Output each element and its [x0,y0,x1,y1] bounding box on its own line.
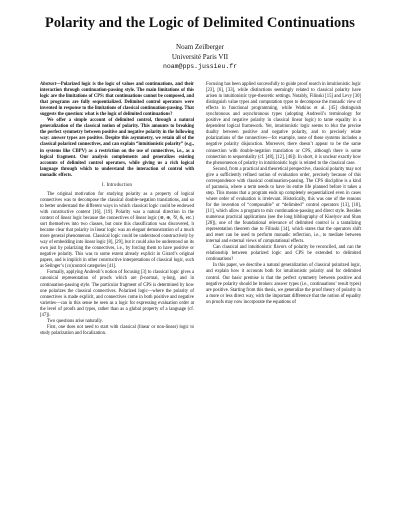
right-paragraph-3: Can classical and intuitionistic flavors of polarity be reconciled, and can the relationship between polarized logic and CPS be extended to delimited continuations? [206,245,361,263]
author-email: noam@pps.jussieu.fr [162,63,238,70]
right-paragraph-2: Second, from a practical and theoretical perspective, classical polarity may not give a sufficiently refined notion of evaluation order, precisely because of this correspondence with classical continuation-passing. The CPS discipline is a kind of paranoia, where a term needs to have its entire life planned before it takes a step. This means that a program ends up completely sequentialized even in cases where order of evaluation is irrelevant. Historically, this was one of the reasons for the invention of “composable” or “delimited” control operators [13], [10], [11], which allow a program to mix continuation-passing and direct style. Besides numerous practical applications (see the long bibliography of Kiselyov and Shan [28]), one of the foundational relevance of delimited control is a tantalizing representation theorem due to Filinski [14], which states that the operators shift and reset can be used to perform monadic reflection, i.e., to mediate between internal and external views of computational effects. [206,166,361,245]
abstract-label: Abstract [40,82,57,87]
abstract-text-1: —Polarized logic is the logic of values and continuations, and their interaction through continuation-passing style. The main limitations of this logic are the limitations of CPS: that continuations cannot be composed, and that programs are fully sequentialized. Delimited control operators were invented in response to the limitations of classical continuation-passing. That suggests the question: what is the logic of delimited continuations? [40,82,194,118]
intro-paragraph-1: The original motivation for studying polarity as a property of logical connectives was to decompose the classical double-negation translations, and so to better understand the different ways in which classical logic could be endowed with constructive content [16], [19]. Polarity was a natural direction in the context of linear logic because the connectives of linear logic (⊗, ⊕, ⅋, &, etc.) sort themselves into two classes, but once this classification was discovered, it became clear that polarity in linear logic was an elegant demonstration of a much more general phenomenon. Classical logic could be understood constructively by way of embedding into linear logic [8], [29], but it could also be understood on its own just by polarizing the connectives, i.e., by forcing them to have positive or negative polarity. This was to some extent already explicit in Girard’s original papers, and is implicit in other constructive interpretations of classical logic, such as Selinger’s (co)control categories [41]. [40,191,195,270]
intro-paragraph-3: Two questions arise naturally. [47,318,103,324]
abstract-paragraph-2: We offer a simple account of delimited control, through a natural generalization of the classical notion of polarity. This amounts to breaking the perfect symmetry between positive and negative polarity in the following way: answer types are positive. Despite this asymmetry, we retain all of the classical polarized connectives, and can explain “intuitionistic polarity” (e.g., in systems like CBPV) as a restriction on the use of connectives, i.e., as a logical fragment. Our analysis complements and generalizes existing accounts of delimited control operators, while giving us a rich logical language through which to understand the interaction of control with monadic effects. [40,118,194,178]
right-paragraph-4: In this paper, we describe a natural generalization of classical polarized logic, and explain how it accounts both for intuitionistic polarity and for delimited control. Our basic premise is that the perfect symmetry between positive and negative polarity should be broken: answer types (i.e., continuations’ result types) are positive. Starting from this thesis, we generalize the proof theory of polarity in a more or less direct way, with the important difference that the notion of equality on proofs may now incorporate the equations of [206,263,361,305]
author-affiliation: Université Paris VII [171,53,229,61]
intro-paragraph-4: First, one does not need to start with classical (linear or non-linear) logic to study polarization and focalization. [40,324,194,336]
left-column [40,82,194,337]
author-name: Noam Zeilberger [176,43,224,51]
intro-paragraph-2: Formally, applying Andreoli’s notion of focusing [3] to classical logic gives a canonical representation of proofs which are β-normal, η-long, and in continuation-passing style. The particular fragment of CPS is determined by how one polarizes the classical connectives. Polarized logic—where the polarity of connectives is made explicit, and connectives come in both positive and negative varieties—can in this sense be seen as a logic for expressing evaluation order at the level of proofs and types, rather than as a global property of a language (cf. [47]). [40,270,194,318]
abstract-paragraph-1 [40,82,194,118]
paper-title: Polarity and the Logic of Delimited Continuations [45,15,355,31]
abstract [40,82,194,179]
section-heading-introduction: I. Introduction [101,182,133,188]
right-paragraph-1: Focusing has been applied successfully to guide proof search in intuitionistic logic [23], [6], [33], while distinctions seemingly related to classical polarity have arisen in intuitionistic type-theoretic settings. Notably, Filinski [15] and Levy [30] distinguish value types and computation types to decompose the monadic view of effects in functional programming, while Watkins et al. [45] distinguish synchronous and asynchronous types (adopting Andreoli’s terminology for positive and negative polarity in classical linear logic) to tame equality in a dependent logical framework. Yet, intuitionistic logic seems to blur the precise duality between positive and negative polarity, and to precisely relate polarizations of the connectives—for example, none of these systems includes a negative polarity disjunction. Moreover, there doesn’t appear to be the same connection with double-negation translation or CPS, although there is some connection to sequentiality (cf. [48], [12], [46]). In short, it is unclear exactly how the phenomenon of polarity in intuitionistic logic is related to the classical case. [206,82,361,166]
right-column [206,82,361,306]
